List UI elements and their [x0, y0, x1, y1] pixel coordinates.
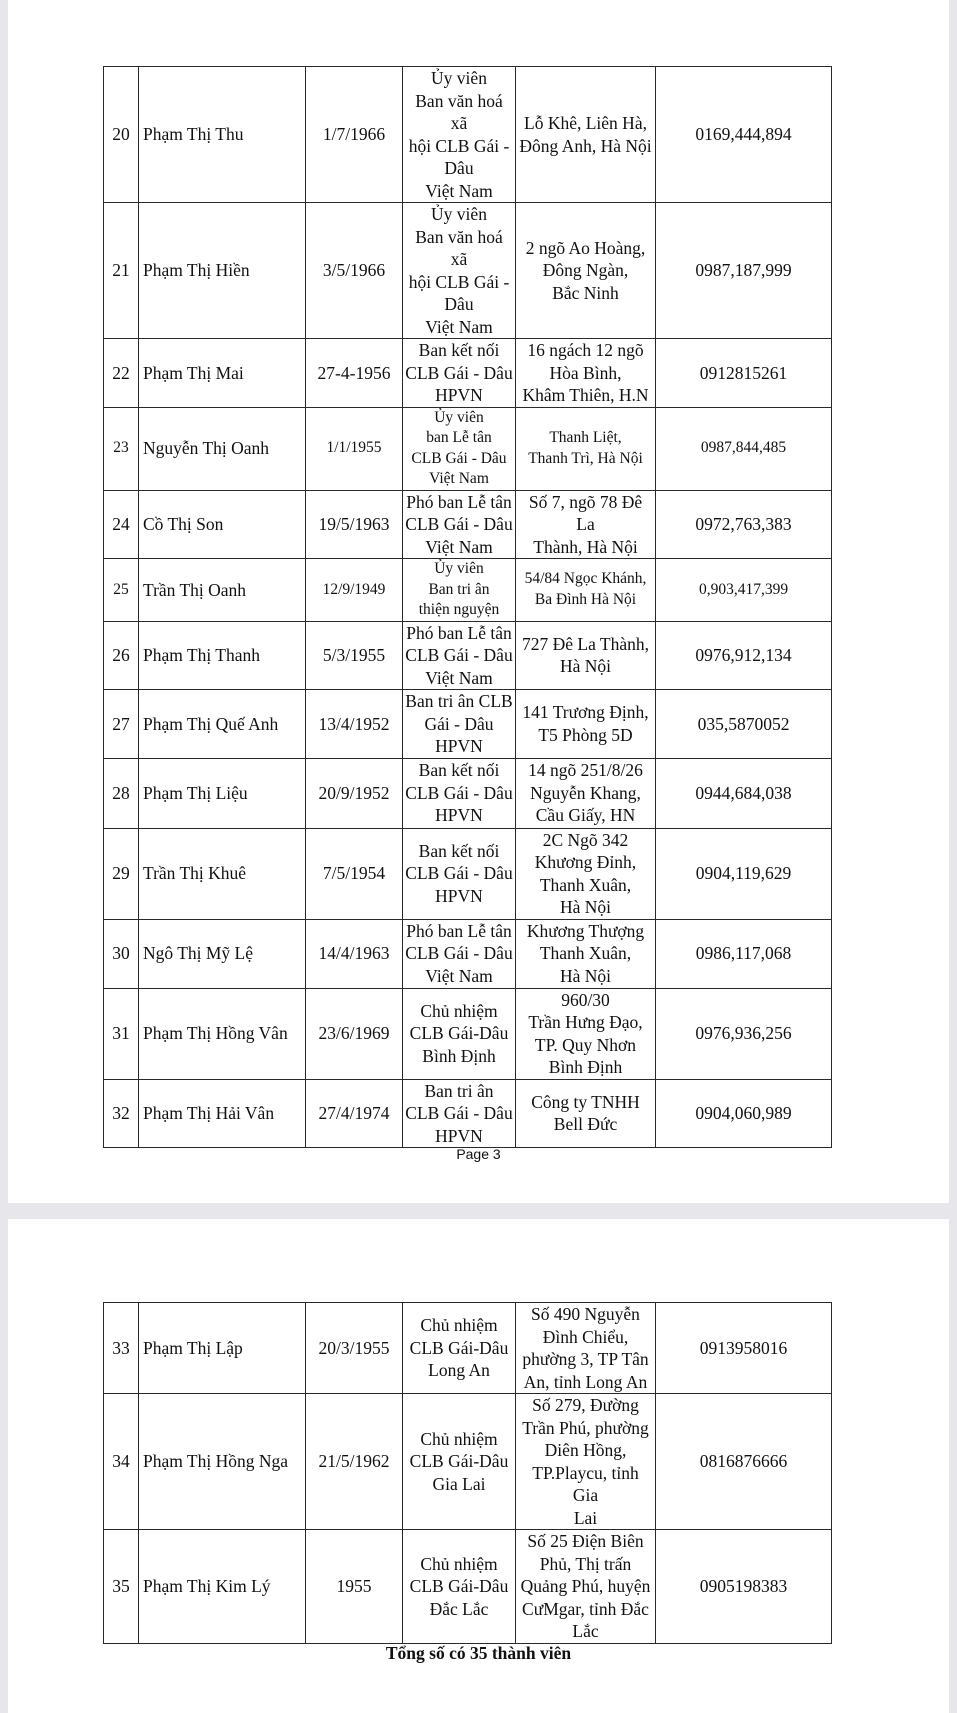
member-address: 2C Ngõ 342 Khương Đỉnh, Thanh Xuân, Hà Nội	[516, 828, 656, 919]
member-name: Nguyễn Thị Oanh	[139, 407, 306, 490]
row-number: 32	[104, 1079, 139, 1148]
table-row	[104, 828, 832, 919]
member-address: 16 ngách 12 ngõ Hòa Bình, Khâm Thiên, H.N	[516, 339, 656, 408]
member-phone: 035,5870052	[656, 690, 832, 759]
total-members: Tổng số có 35 thành viên	[385, 1643, 572, 1663]
table-row	[104, 621, 832, 690]
member-role: Chủ nhiệm CLB Gái-Dâu Long An	[403, 1303, 516, 1394]
member-name: Phạm Thị Lập	[139, 1303, 306, 1394]
birth-date: 20/3/1955	[306, 1303, 403, 1394]
member-role: Phó ban Lễ tân CLB Gái - Dâu Việt Nam	[403, 490, 516, 559]
member-name: Phạm Thị Hồng Nga	[139, 1394, 306, 1530]
member-role: Ủy viên Ban văn hoá xã hội CLB Gái - Dâu Việt Nam	[403, 203, 516, 339]
birth-date: 23/6/1969	[306, 988, 403, 1079]
member-table	[103, 1302, 832, 1644]
member-address: Số 490 Nguyễn Đình Chiểu, phường 3, TP Tân An, tỉnh Long An	[516, 1303, 656, 1394]
member-phone: 0905198383	[656, 1530, 832, 1644]
birth-date: 21/5/1962	[306, 1394, 403, 1530]
birth-date: 1/7/1966	[306, 67, 403, 203]
member-phone: 0,903,417,399	[656, 559, 832, 622]
table-row	[104, 1079, 832, 1148]
member-name: Phạm Thị Hải Vân	[139, 1079, 306, 1148]
table-row	[104, 758, 832, 828]
member-name: Trần Thị Oanh	[139, 559, 306, 622]
member-address: Khương Thượng Thanh Xuân, Hà Nội	[516, 919, 656, 988]
member-name: Ngô Thị Mỹ Lệ	[139, 919, 306, 988]
member-name: Phạm Thị Thanh	[139, 621, 306, 690]
member-phone: 0986,117,068	[656, 919, 832, 988]
member-name: Cồ Thị Son	[139, 490, 306, 559]
member-name: Phạm Thị Hồng Vân	[139, 988, 306, 1079]
member-address: Số 279, Đường Trần Phú, phường Diên Hồng, TP.Playcu, tỉnh Gia Lai	[516, 1394, 656, 1530]
birth-date: 20/9/1952	[306, 758, 403, 828]
birth-date: 1955	[306, 1530, 403, 1644]
row-number: 31	[104, 988, 139, 1079]
table-row	[104, 67, 832, 203]
member-role: Ban tri ân CLB Gái - Dâu HPVN	[403, 1079, 516, 1148]
birth-date: 12/9/1949	[306, 559, 403, 622]
member-role: Ủy viên Ban văn hoá xã hội CLB Gái - Dâu Việt Nam	[403, 67, 516, 203]
member-phone: 0976,912,134	[656, 621, 832, 690]
birth-date: 1/1/1955	[306, 407, 403, 490]
table-row	[104, 490, 832, 559]
table-row	[104, 988, 832, 1079]
member-address: 727 Đê La Thành, Hà Nội	[516, 621, 656, 690]
birth-date: 3/5/1966	[306, 203, 403, 339]
birth-date: 27-4-1956	[306, 339, 403, 408]
member-name: Phạm Thị Mai	[139, 339, 306, 408]
member-table	[103, 66, 832, 1148]
birth-date: 19/5/1963	[306, 490, 403, 559]
member-phone: 0976,936,256	[656, 988, 832, 1079]
row-number: 29	[104, 828, 139, 919]
birth-date: 7/5/1954	[306, 828, 403, 919]
row-number: 20	[104, 67, 139, 203]
table-row	[104, 407, 832, 490]
member-role: Ủy viên ban Lễ tân CLB Gái - Dâu Việt Nam	[403, 407, 516, 490]
member-address: 14 ngõ 251/8/26 Nguyễn Khang, Cầu Giấy, HN	[516, 758, 656, 828]
member-name: Phạm Thị Thu	[139, 67, 306, 203]
member-phone: 0987,187,999	[656, 203, 832, 339]
member-phone: 0904,119,629	[656, 828, 832, 919]
member-address: 141 Trương Định, T5 Phòng 5D	[516, 690, 656, 759]
member-name: Phạm Thị Quế Anh	[139, 690, 306, 759]
member-address: Công ty TNHH Bell Đức	[516, 1079, 656, 1148]
row-number: 34	[104, 1394, 139, 1530]
table-row	[104, 690, 832, 759]
member-phone: 0912815261	[656, 339, 832, 408]
member-address: 2 ngõ Ao Hoàng, Đông Ngàn, Bắc Ninh	[516, 203, 656, 339]
row-number: 25	[104, 559, 139, 622]
row-number: 35	[104, 1530, 139, 1644]
member-role: Phó ban Lễ tân CLB Gái - Dâu Việt Nam	[403, 621, 516, 690]
member-address: Thanh Liệt, Thanh Trì, Hà Nội	[516, 407, 656, 490]
table-row	[104, 919, 832, 988]
table-row	[104, 559, 832, 622]
row-number: 26	[104, 621, 139, 690]
row-number: 33	[104, 1303, 139, 1394]
row-number: 28	[104, 758, 139, 828]
birth-date: 14/4/1963	[306, 919, 403, 988]
birth-date: 5/3/1955	[306, 621, 403, 690]
member-role: Ban kết nối CLB Gái - Dâu HPVN	[403, 758, 516, 828]
table-row	[104, 1394, 832, 1530]
page-number: Page 3	[456, 1146, 501, 1162]
member-address: Lỗ Khê, Liên Hà, Đông Anh, Hà Nội	[516, 67, 656, 203]
table-row	[104, 1530, 832, 1644]
member-phone: 0913958016	[656, 1303, 832, 1394]
table-row	[104, 203, 832, 339]
row-number: 21	[104, 203, 139, 339]
member-phone: 0816876666	[656, 1394, 832, 1530]
member-role: Ủy viên Ban tri ân thiện nguyện	[403, 559, 516, 622]
member-phone: 0904,060,989	[656, 1079, 832, 1148]
member-name: Phạm Thị Kim Lý	[139, 1530, 306, 1644]
row-number: 27	[104, 690, 139, 759]
table-row	[104, 1303, 832, 1394]
member-name: Trần Thị Khuê	[139, 828, 306, 919]
member-role: Chủ nhiệm CLB Gái-Dâu Gia Lai	[403, 1394, 516, 1530]
document-page-4	[8, 1219, 949, 1713]
member-name: Phạm Thị Hiền	[139, 203, 306, 339]
row-number: 24	[104, 490, 139, 559]
birth-date: 27/4/1974	[306, 1079, 403, 1148]
member-phone: 0987,844,485	[656, 407, 832, 490]
row-number: 23	[104, 407, 139, 490]
member-role: Ban kết nối CLB Gái - Dâu HPVN	[403, 339, 516, 408]
member-address: Số 7, ngõ 78 Đê La Thành, Hà Nội	[516, 490, 656, 559]
member-phone: 0944,684,038	[656, 758, 832, 828]
row-number: 30	[104, 919, 139, 988]
member-role: Chủ nhiệm CLB Gái-Dâu Bình Định	[403, 988, 516, 1079]
member-phone: 0972,763,383	[656, 490, 832, 559]
member-address: 960/30 Trần Hưng Đạo, TP. Quy Nhơn Bình Định	[516, 988, 656, 1079]
member-address: 54/84 Ngọc Khánh, Ba Đình Hà Nội	[516, 559, 656, 622]
member-role: Chủ nhiệm CLB Gái-Dâu Đắc Lắc	[403, 1530, 516, 1644]
member-name: Phạm Thị Liệu	[139, 758, 306, 828]
member-address: Số 25 Điện Biên Phủ, Thị trấn Quảng Phú, huyện CưMgar, tỉnh Đắc Lắc	[516, 1530, 656, 1644]
document-page-3	[8, 0, 949, 1203]
member-phone: 0169,444,894	[656, 67, 832, 203]
row-number: 22	[104, 339, 139, 408]
member-role: Ban tri ân CLB Gái - Dâu HPVN	[403, 690, 516, 759]
table-row	[104, 339, 832, 408]
birth-date: 13/4/1952	[306, 690, 403, 759]
member-role: Phó ban Lễ tân CLB Gái - Dâu Việt Nam	[403, 919, 516, 988]
member-role: Ban kết nối CLB Gái - Dâu HPVN	[403, 828, 516, 919]
